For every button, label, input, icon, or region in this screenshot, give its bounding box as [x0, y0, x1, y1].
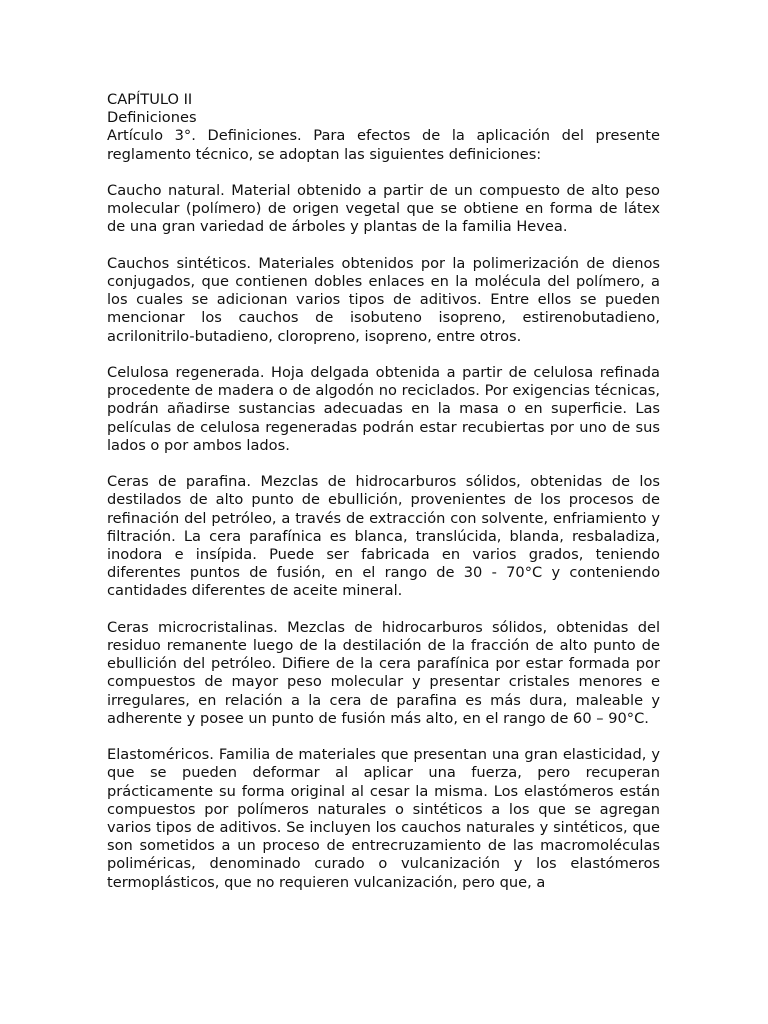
definition-celulosa-regenerada: Celulosa regenerada. Hoja delgada obtenida a partir de celulosa refinada procedente de madera o de algodón no reciclados. Por exigencias técnicas, podrán añadirse sustancias adecuadas en la masa o en superficie. Las películas de celulosa regeneradas podrán estar recubiertas por uno de sus lados o por ambos lados.	[107, 364, 660, 454]
definition-elastomericos: Elastoméricos. Familia de materiales que presentan una gran elasticidad, y que se pueden deformar al aplicar una fuerza, pero recuperan prácticamente su forma original al cesar la misma. Los elastómeros están compuestos por polímeros naturales o sintéticos a los que se agregan varios tipos de aditivos. Se incluyen los cauchos naturales y sintéticos, que son sometidos a un proceso de entrecruzamiento de las macromoléculas poliméricas, denominado curado o vulcanización y los elastómeros termoplásticos, que no requieren vulcanización, pero que, a	[107, 746, 660, 891]
definition-ceras-microcristalinas: Ceras microcristalinas. Mezclas de hidrocarburos sólidos, obtenidas del residuo remanente luego de la destilación de la fracción de alto punto de ebullición del petróleo. Difiere de la cera parafínica por estar formada por compuestos de mayor peso molecular y presentar cristales menores e irregulares, en relación a la cera de parafina es más dura, maleable y adherente y posee un punto de fusión más alto, en el rango de 60 – 90°C.	[107, 618, 660, 727]
definition-cauchos-sinteticos: Cauchos sintéticos. Materiales obtenidos por la polimerización de dienos conjugados, que contienen dobles enlaces en la molécula del polímero, a los cuales se adicionan varios tipos de aditivos. Entre ellos se pueden mencionar los cauchos de isobuteno isopreno, estirenobutadieno, acrilonitrilo-butadieno, cloropreno, isopreno, entre otros.	[107, 254, 660, 345]
definition-caucho-natural: Caucho natural. Material obtenido a partir de un compuesto de alto peso molecular (polímero) de origen vegetal que se obtiene en forma de látex de una gran variedad de árboles y plantas de la familia Hevea.	[107, 182, 660, 236]
definition-ceras-de-parafina: Ceras de parafina. Mezclas de hidrocarburos sólidos, obtenidas de los destilados de alto punto de ebullición, provenientes de los procesos de refinación del petróleo, a través de extracción con solvente, enfriamiento y filtración. La cera parafínica es blanca, translúcida, blanda, resbaladiza, inodora e insípida. Puede ser fabricada en varios grados, teniendo diferentes puntos de fusión, en el rango de 30 - 70°C y conteniendo cantidades diferentes de aceite mineral.	[107, 473, 660, 600]
paragraph-spacer	[107, 455, 660, 473]
chapter-label: CAPÍTULO II	[107, 91, 193, 108]
paragraph-spacer	[107, 346, 660, 364]
paragraph-spacer	[107, 237, 660, 255]
paragraph-spacer	[107, 728, 660, 746]
paragraph-spacer	[107, 601, 660, 619]
document-page	[107, 91, 660, 892]
chapter-subtitle: Definiciones	[107, 109, 197, 127]
article-intro-paragraph: Artículo 3°. Definiciones. Para efectos de la aplicación del presente reglamento técnico, se adoptan las siguientes definiciones:	[107, 127, 660, 163]
paragraph-spacer	[107, 164, 660, 182]
